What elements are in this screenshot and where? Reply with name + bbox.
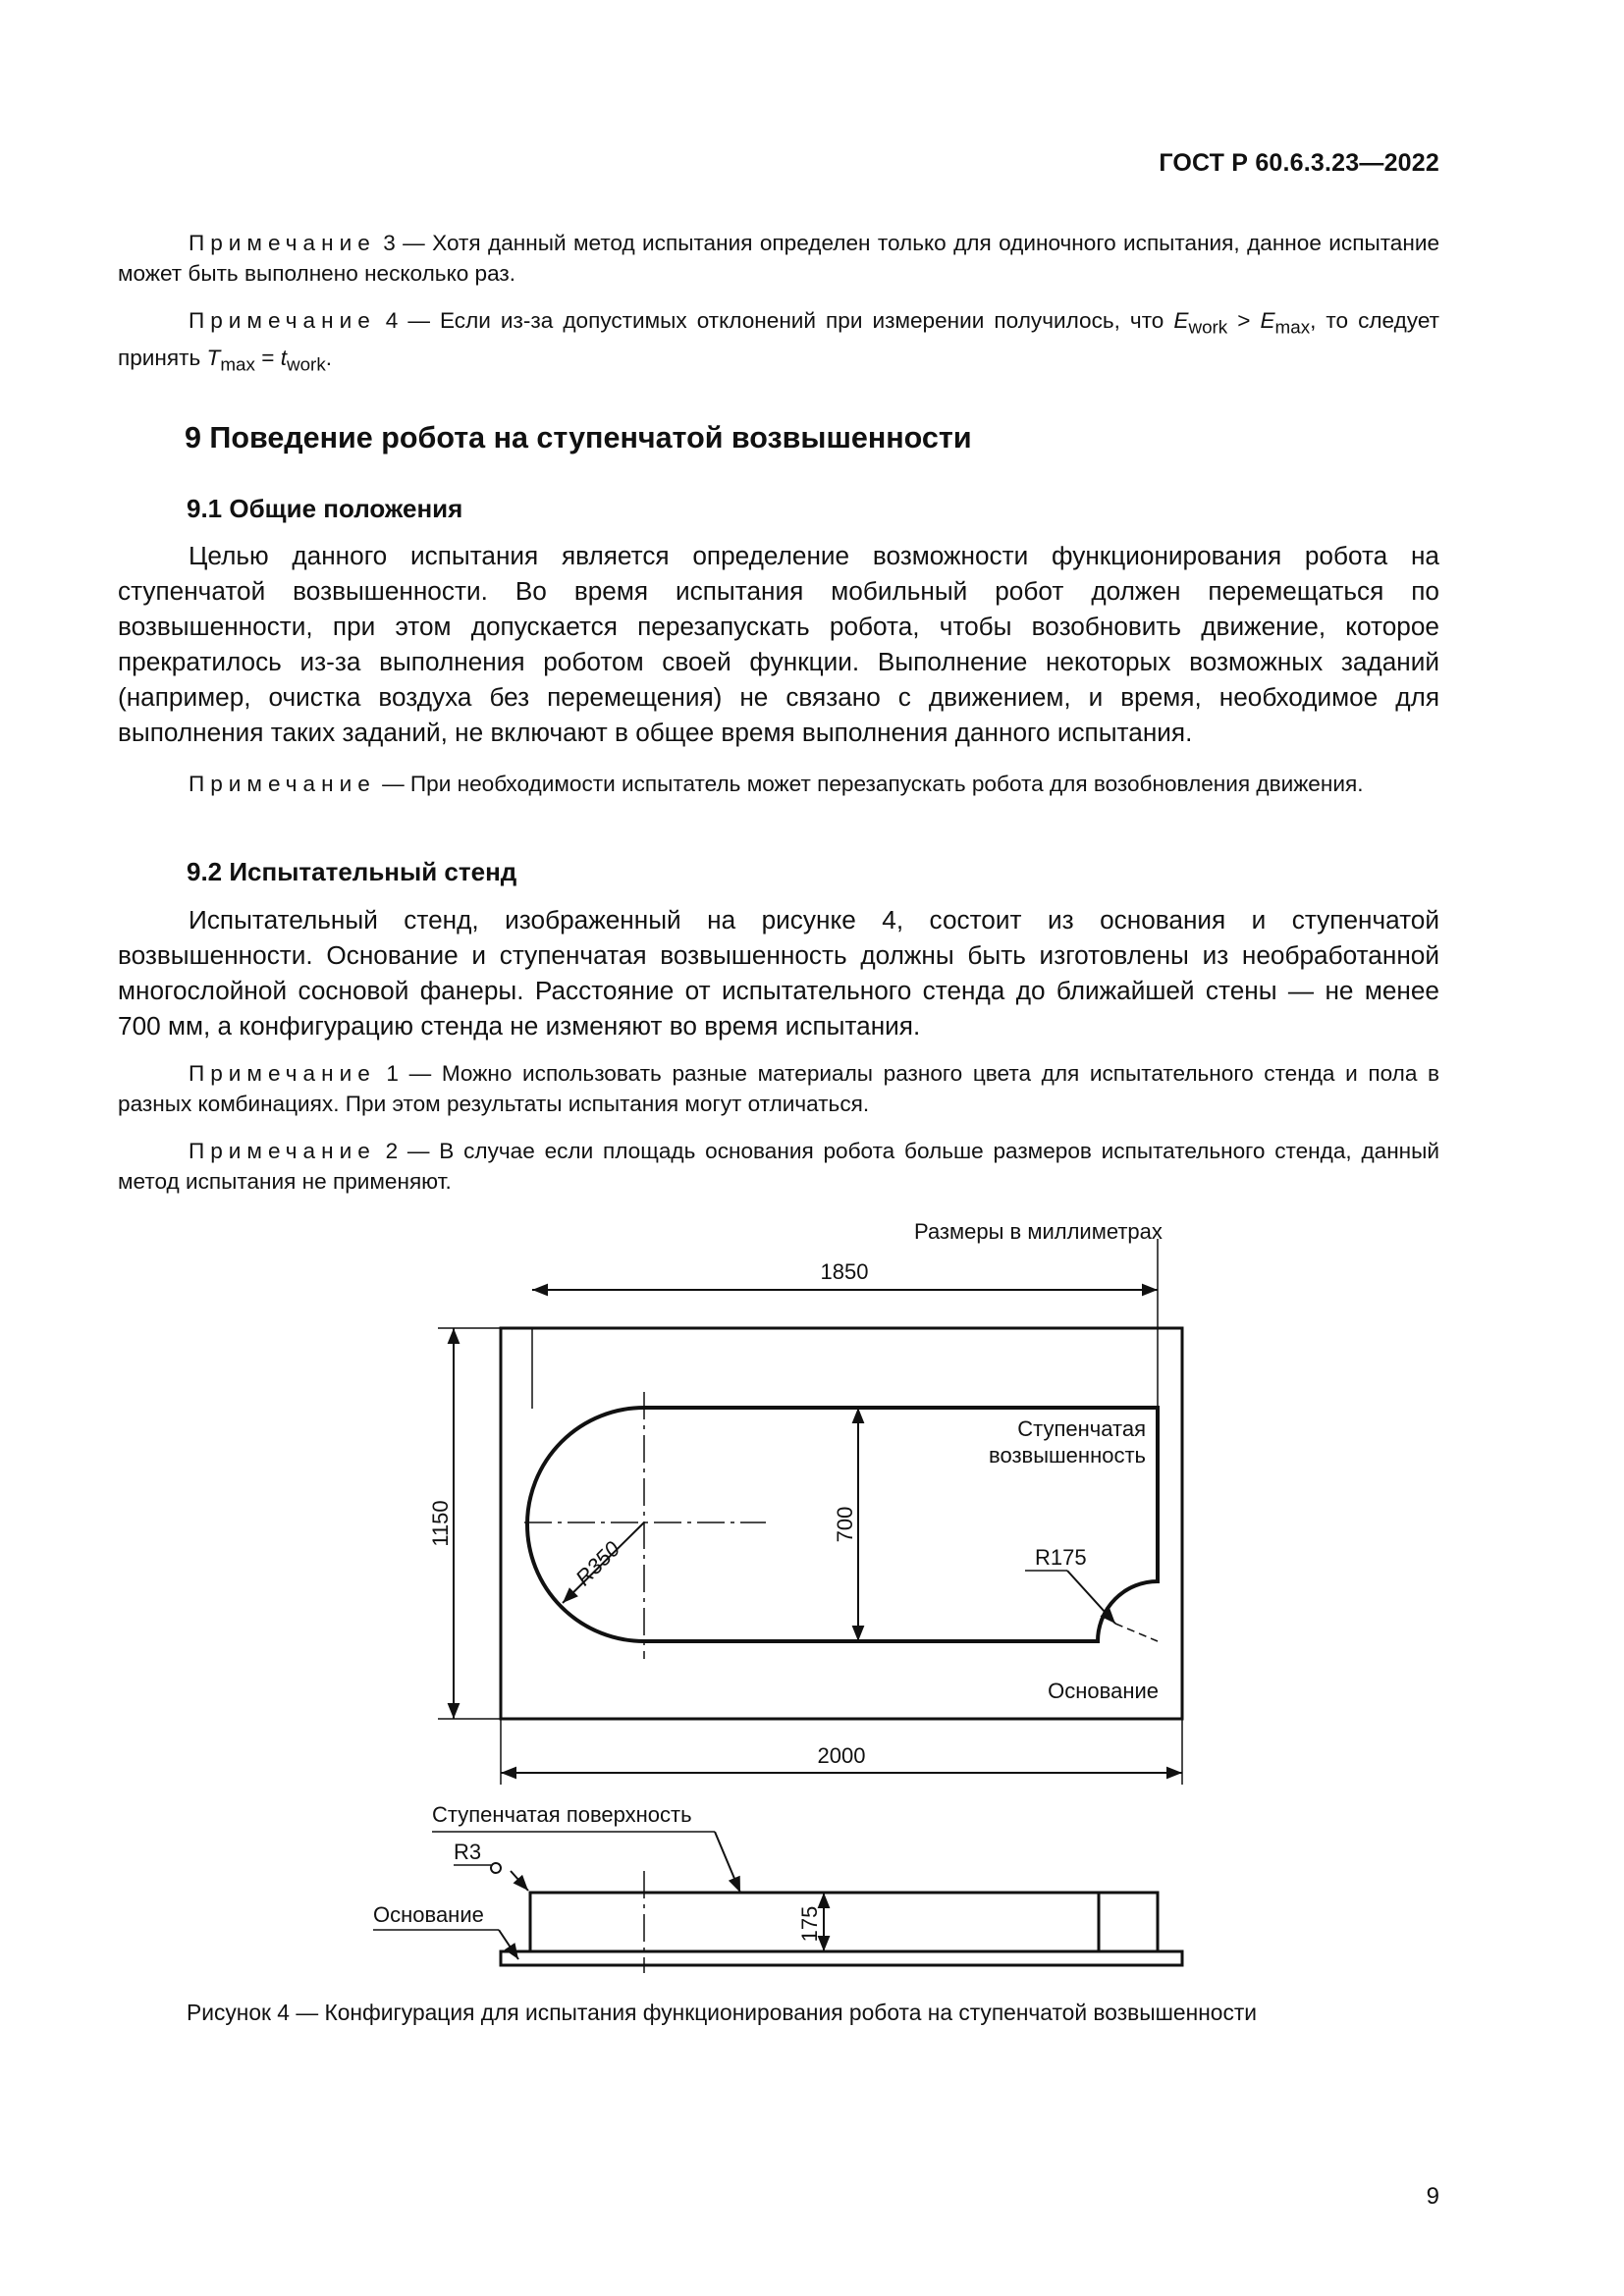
formula-sub-work: work	[1188, 316, 1228, 338]
note-text: — Если из-за допустимых отклонений при измерении получилось, что	[407, 308, 1164, 333]
note-4	[118, 305, 1439, 379]
section-9-2-note-1	[118, 1058, 1439, 1119]
formula-e-max: E	[1260, 308, 1275, 333]
dimension-175-label: 175	[797, 1905, 822, 1943]
formula-sub-max: max	[1274, 316, 1311, 338]
step-label-line-2: возвышенность	[989, 1443, 1146, 1468]
note-number: 2	[385, 1139, 399, 1163]
note-text-cont: , то следует принять	[118, 308, 1440, 370]
note-text: — При необходимости испытатель может перезапускать робота для возобновления движения.	[382, 772, 1364, 796]
step-surface-leader	[715, 1832, 740, 1893]
radius-3-label: R3	[454, 1840, 482, 1864]
paragraph-text: Испытательный стенд, изображенный на рисунке 4, состоит из основания и ступенчатой возвышенности. Основание и ступенчатая возвышенность должны быть изготовлены из необработанной многослойной сосновой фанеры. Расстояние от испытательного стенда до ближайшей стены — не менее 700 мм, а конфигурацию стенда не изменяют во время испытания.	[118, 905, 1439, 1041]
side-base-leader	[499, 1930, 518, 1959]
formula-gt: >	[1237, 308, 1251, 333]
formula-end: .	[325, 345, 333, 370]
side-step	[530, 1893, 1158, 1951]
side-base-label: Основание	[373, 1902, 484, 1927]
side-base	[501, 1951, 1182, 1965]
page-number: 9	[1426, 2183, 1439, 2210]
paragraph-text: Целью данного испытания является определение возможности функционирования робота на ступенчатой возвышенности. Во время испытания мобильный робот должен перемещаться по возвышенности, при этом допускается перезапускать робота, чтобы возобновить движение, которое прекратилось из-за выполнения роботом своей функции. Выполнение некоторых возможных заданий (например, очистка воздуха без перемещения) не связано с движением, и время, необходимое для выполнения таких заданий, не включают в общее время выполнения данного испытания.	[118, 541, 1439, 747]
figure-caption: Рисунок 4 — Конфигурация для испытания функционирования робота на ступенчатой возвышенности	[187, 2000, 1258, 2025]
top-view	[428, 1239, 1182, 1785]
note-3	[118, 228, 1439, 289]
note-label: Примечание	[189, 308, 376, 333]
formula-t-work: t	[280, 345, 287, 370]
note-text: — В случае если площадь основания робота больше размеров испытательного стенда, данный метод испытания не применяют.	[118, 1139, 1440, 1194]
section-9-2-title: 9.2 Испытательный стенд	[187, 857, 517, 886]
section-9-1-title: 9.1 Общие положения	[187, 494, 463, 523]
section-9-1-paragraph	[118, 538, 1439, 750]
radius-175-label: R175	[1035, 1545, 1087, 1570]
dimension-700-label: 700	[833, 1506, 857, 1543]
radius-3-symbol	[491, 1863, 501, 1873]
dimension-1150-label: 1150	[428, 1500, 453, 1547]
section-9-2-paragraph	[118, 902, 1439, 1043]
formula-sub-work-2: work	[286, 353, 326, 375]
section-9-1-note	[118, 769, 1439, 799]
radius-175-center-line	[1115, 1624, 1158, 1641]
step-surface-label: Ступенчатая поверхность	[432, 1802, 692, 1827]
step-label-line-1: Ступенчатая	[1017, 1416, 1146, 1441]
dimension-1850-label: 1850	[820, 1259, 869, 1284]
dimension-2000-label: 2000	[817, 1743, 866, 1768]
base-label: Основание	[1048, 1679, 1159, 1703]
note-label: Примечание	[189, 231, 376, 255]
formula-t-max: T	[206, 345, 221, 370]
figure-units: Размеры в миллиметрах	[914, 1219, 1163, 1244]
note-number: 3	[383, 231, 396, 255]
note-label: Примечание	[189, 1139, 376, 1163]
formula-eq: =	[261, 345, 275, 370]
note-text: — Хотя данный метод испытания определен только для одиночного испытания, данное испытание может быть выполнено несколько раз.	[118, 231, 1440, 286]
radius-3-leader	[511, 1871, 528, 1891]
document-header: ГОСТ Р 60.6.3.23—2022	[1159, 149, 1439, 177]
note-label: Примечание	[189, 1061, 376, 1086]
base-outline	[501, 1328, 1182, 1719]
note-text: — Можно использовать разные материалы разного цвета для испытательного стенда и пола в разных комбинациях. При этом результаты испытания могут отличаться.	[118, 1061, 1440, 1116]
step-platform-outline	[527, 1408, 1158, 1641]
radius-350-leader	[563, 1522, 644, 1603]
radius-175-leader	[1067, 1571, 1115, 1624]
radius-350-label: R350	[570, 1536, 625, 1591]
formula-sub-max-2: max	[220, 353, 255, 375]
note-number: 1	[386, 1061, 399, 1086]
note-label: Примечание	[189, 772, 376, 796]
section-9-2-note-2	[118, 1136, 1439, 1197]
section-9-title: 9 Поведение робота на ступенчатой возвышенности	[185, 421, 972, 454]
side-view	[373, 1802, 1182, 1973]
note-number: 4	[385, 308, 399, 333]
formula-e: E	[1173, 308, 1189, 333]
